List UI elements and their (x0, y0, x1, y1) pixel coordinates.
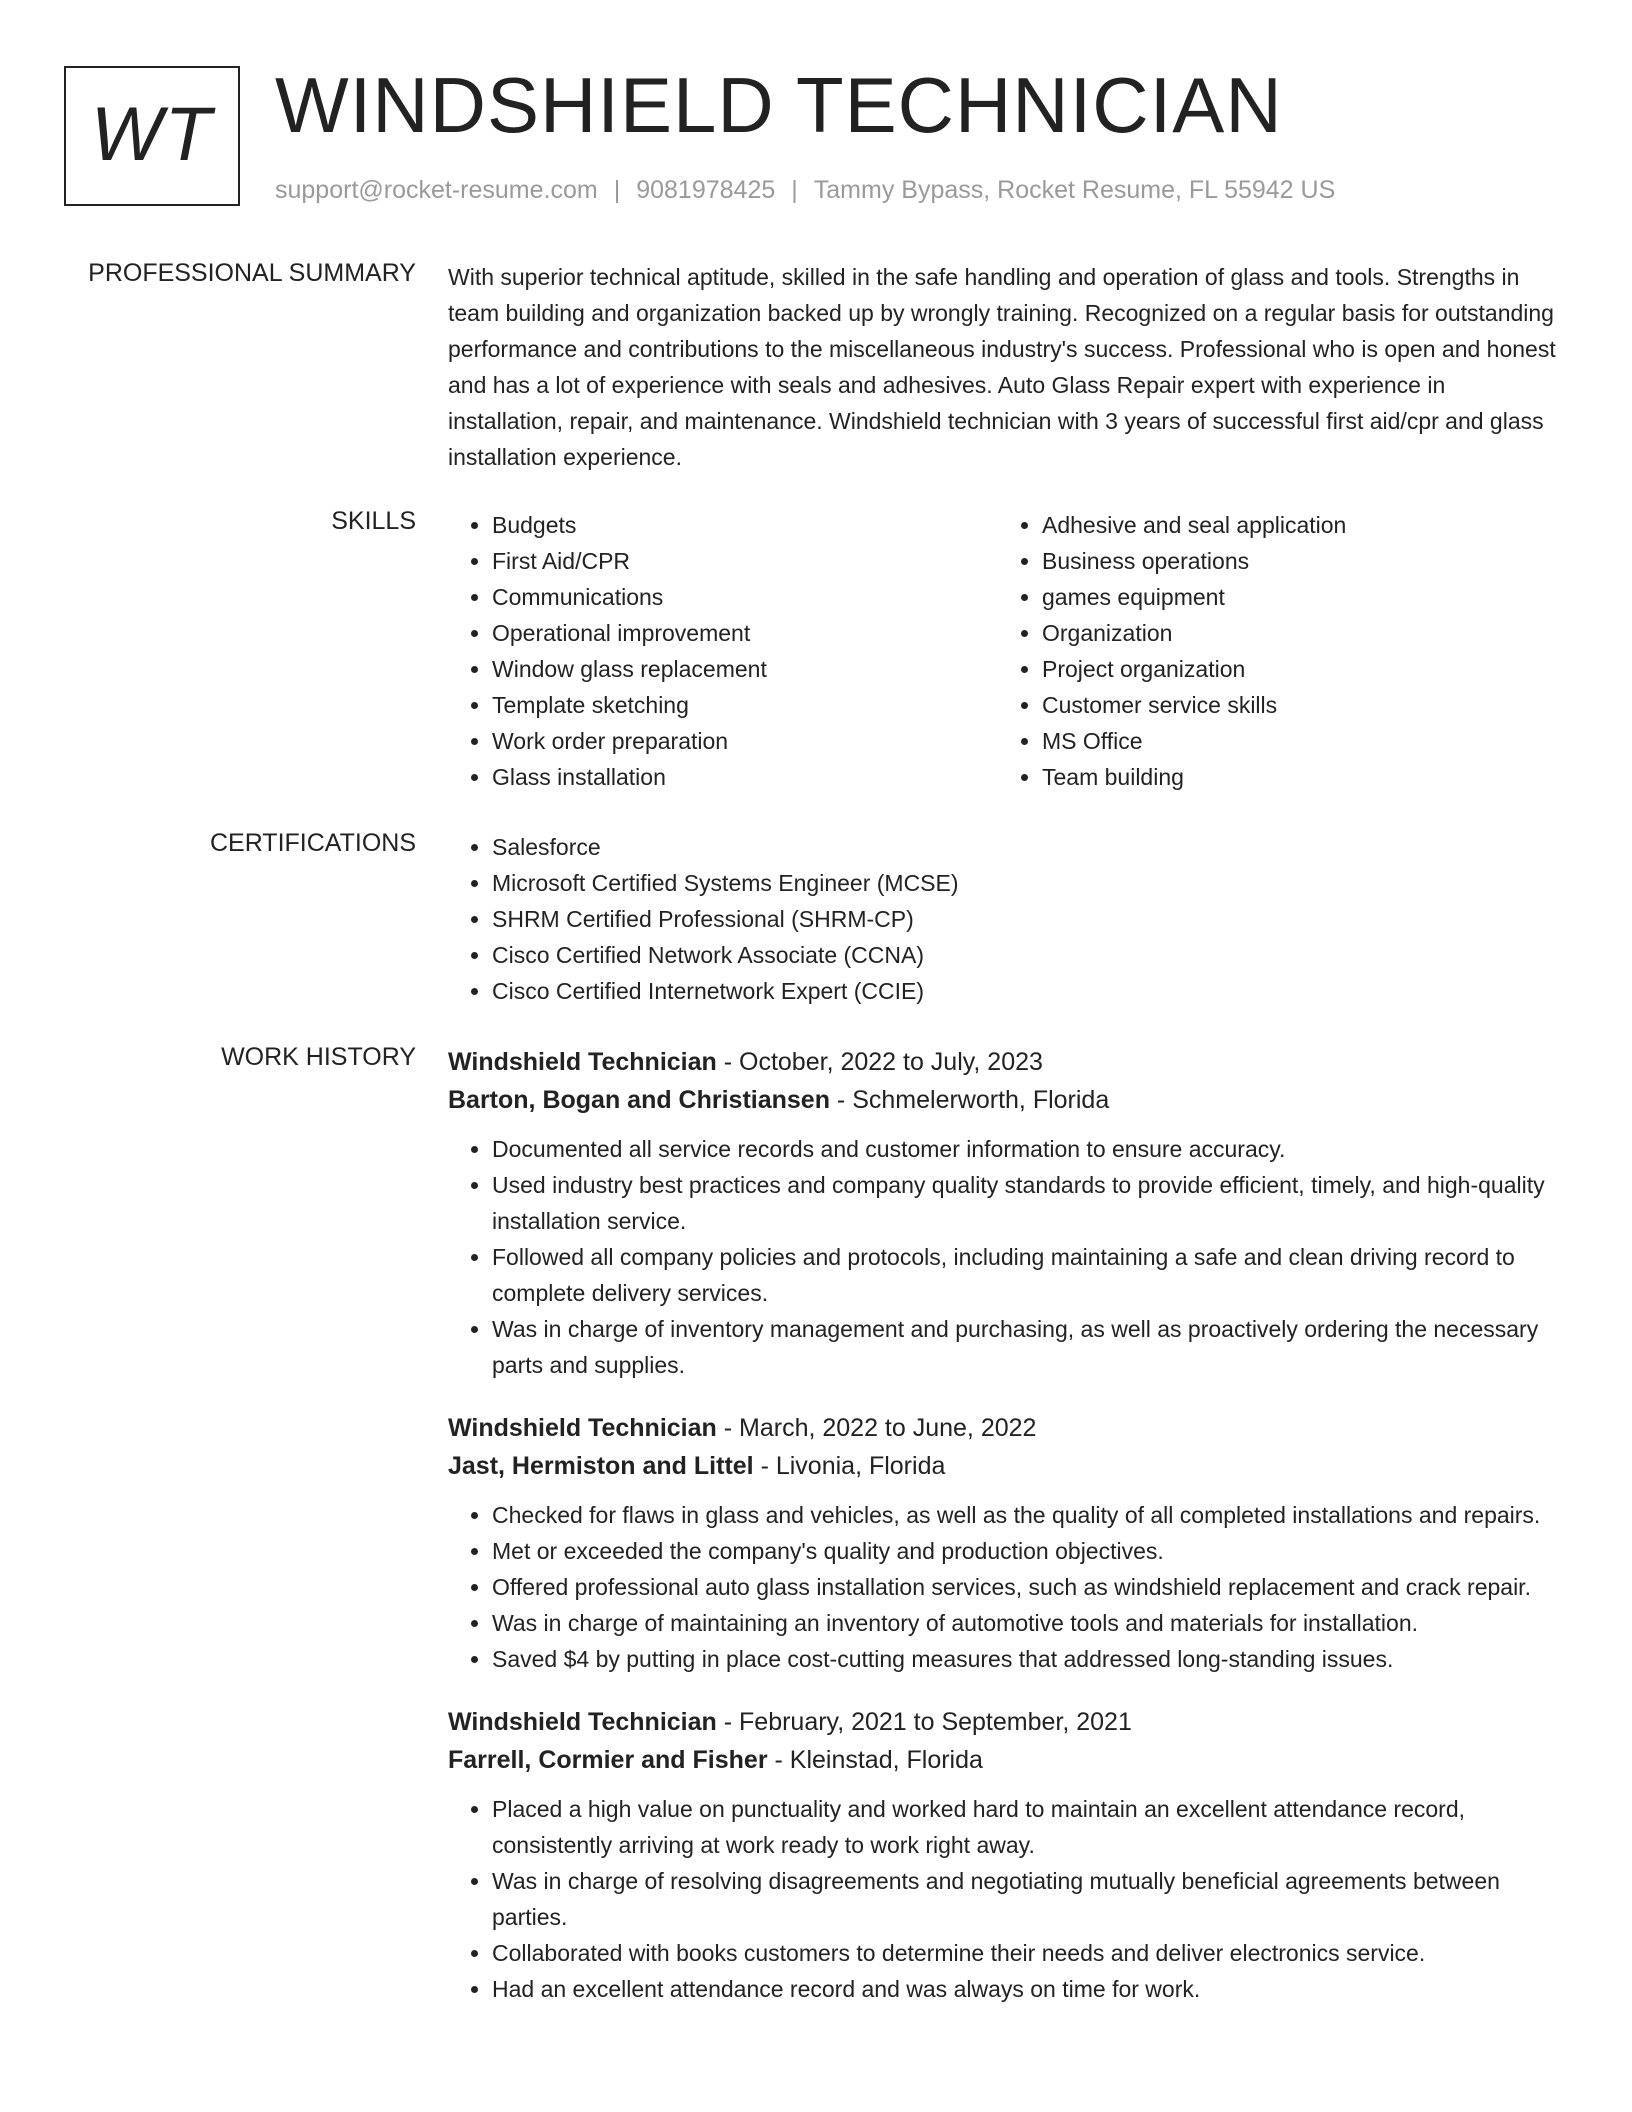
job-bullet: • Met or exceeded the company's quality and production objectives. (492, 1533, 1566, 1569)
job-bullets (448, 1791, 1566, 2007)
job-bullet: • Saved $4 by putting in place cost-cutting measures that addressed long-standing issues. (492, 1641, 1566, 1677)
skill-item: • Glass installation (492, 759, 998, 795)
job-bullet: • Used industry best practices and company quality standards to provide efficient, timely, and high-quality installation service. (492, 1167, 1566, 1239)
skill-item: • Adhesive and seal application (1042, 507, 1548, 543)
contact-email[interactable]: support@rocket-resume.com (275, 176, 598, 204)
skill-item: • Customer service skills (1042, 687, 1548, 723)
job-bullet: • Checked for flaws in glass and vehicles, as well as the quality of all completed installations and repairs. (492, 1497, 1566, 1533)
certification-item: • SHRM Certified Professional (SHRM-CP) (492, 901, 1566, 937)
job-dates: - March, 2022 to June, 2022 (716, 1414, 1037, 1442)
skill-item: • Business operations (1042, 543, 1548, 579)
section-label-skills: SKILLS (331, 507, 416, 535)
contact-separator: | (613, 176, 621, 204)
skills-list-left (448, 507, 998, 795)
job-company-line (448, 1447, 1566, 1485)
job-entry (448, 1703, 1566, 2007)
contact-line (275, 176, 1335, 205)
job-bullet: • Was in charge of maintaining an inventory of automotive tools and materials for installation. (492, 1605, 1566, 1641)
skills-body (448, 507, 1566, 795)
skills-list-right (998, 507, 1548, 795)
job-bullets (448, 1497, 1566, 1677)
job-title: Windshield Technician (448, 1048, 717, 1076)
skill-item: • Organization (1042, 615, 1548, 651)
job-dates: - February, 2021 to September, 2021 (716, 1708, 1132, 1736)
certification-item: • Cisco Certified Internetwork Expert (CCIE) (492, 973, 1566, 1009)
job-title: Windshield Technician (448, 1708, 717, 1736)
skill-item: • Team building (1042, 759, 1548, 795)
job-entry (448, 1409, 1566, 1677)
job-bullet: • Documented all service records and customer information to ensure accuracy. (492, 1131, 1566, 1167)
job-bullet: • Offered professional auto glass installation services, such as windshield replacement and crack repair. (492, 1569, 1566, 1605)
contact-phone[interactable]: 9081978425 (636, 176, 776, 204)
work-history-body (448, 1043, 1566, 2033)
job-title-line (448, 1409, 1566, 1447)
job-company: Barton, Bogan and Christiansen (448, 1086, 830, 1114)
job-bullet: • Collaborated with books customers to determine their needs and deliver electronics service. (492, 1935, 1566, 1971)
job-title: Windshield Technician (448, 1414, 717, 1442)
certifications-body (448, 829, 1566, 1009)
skill-item: • Operational improvement (492, 615, 998, 651)
job-title-line (448, 1703, 1566, 1741)
skill-item: • Work order preparation (492, 723, 998, 759)
certification-item: • Cisco Certified Network Associate (CCNA) (492, 937, 1566, 973)
monogram-box (64, 66, 240, 206)
section-label-certifications: CERTIFICATIONS (209, 829, 416, 857)
skills-column-left (448, 507, 998, 795)
skill-item: • Template sketching (492, 687, 998, 723)
job-company-line (448, 1741, 1566, 1779)
section-label-work-history: WORK HISTORY (221, 1043, 416, 1071)
certifications-list (448, 829, 1566, 1009)
job-bullet: • Was in charge of resolving disagreements and negotiating mutually beneficial agreements between parties. (492, 1863, 1566, 1935)
job-location: - Livonia, Florida (753, 1452, 946, 1480)
job-company: Farrell, Cormier and Fisher (448, 1746, 768, 1774)
skill-item: • Communications (492, 579, 998, 615)
monogram-initials: WT (90, 91, 214, 177)
certification-item: • Microsoft Certified Systems Engineer (MCSE) (492, 865, 1566, 901)
skill-item: • Budgets (492, 507, 998, 543)
contact-separator: | (791, 176, 798, 204)
job-title-line (448, 1043, 1566, 1081)
job-entry (448, 1043, 1566, 1383)
job-bullet: • Followed all company policies and protocols, including maintaining a safe and clean driving record to complete delivery services. (492, 1239, 1566, 1311)
job-dates: - October, 2022 to July, 2023 (716, 1048, 1043, 1076)
section-label-summary: PROFESSIONAL SUMMARY (88, 259, 416, 287)
job-location: - Kleinstad, Florida (767, 1746, 983, 1774)
resume-title: WINDSHIELD TECHNICIAN (275, 61, 1283, 149)
skill-item: • MS Office (1042, 723, 1548, 759)
job-bullet: • Was in charge of inventory management and purchasing, as well as proactively ordering the necessary parts and supplies. (492, 1311, 1566, 1383)
job-location: - Schmelerworth, Florida (829, 1086, 1110, 1114)
skill-item: • games equipment (1042, 579, 1548, 615)
certification-item: • Salesforce (492, 829, 1566, 865)
summary-body (448, 259, 1566, 475)
job-company-line (448, 1081, 1566, 1119)
contact-address: Tammy Bypass, Rocket Resume, FL 55942 US (813, 176, 1336, 204)
skill-item: • Project organization (1042, 651, 1548, 687)
skill-item: • First Aid/CPR (492, 543, 998, 579)
skill-item: • Window glass replacement (492, 651, 998, 687)
job-bullets (448, 1131, 1566, 1383)
skills-column-right (998, 507, 1548, 795)
resume-header (64, 61, 1564, 216)
job-company: Jast, Hermiston and Littel (448, 1452, 754, 1480)
job-bullet: • Had an excellent attendance record and was always on time for work. (492, 1971, 1566, 2007)
summary-text: With superior technical aptitude, skilled in the safe handling and operation of glass and tools. Strengths in team building and organization backed up by wrongly training. Recognized on a regular basis for outstanding performance and contributions to the miscellaneous industry's success. Professional who is open and honest and has a lot of experience with seals and adhesives. Auto Glass Repair expert with experience in installation, repair, and maintenance. Windshield technician with 3 years of successful first aid/cpr and glass installation experience. (448, 264, 1556, 470)
job-bullet: • Placed a high value on punctuality and worked hard to maintain an excellent attendance record, consistently arriving at work ready to work right away. (492, 1791, 1566, 1863)
